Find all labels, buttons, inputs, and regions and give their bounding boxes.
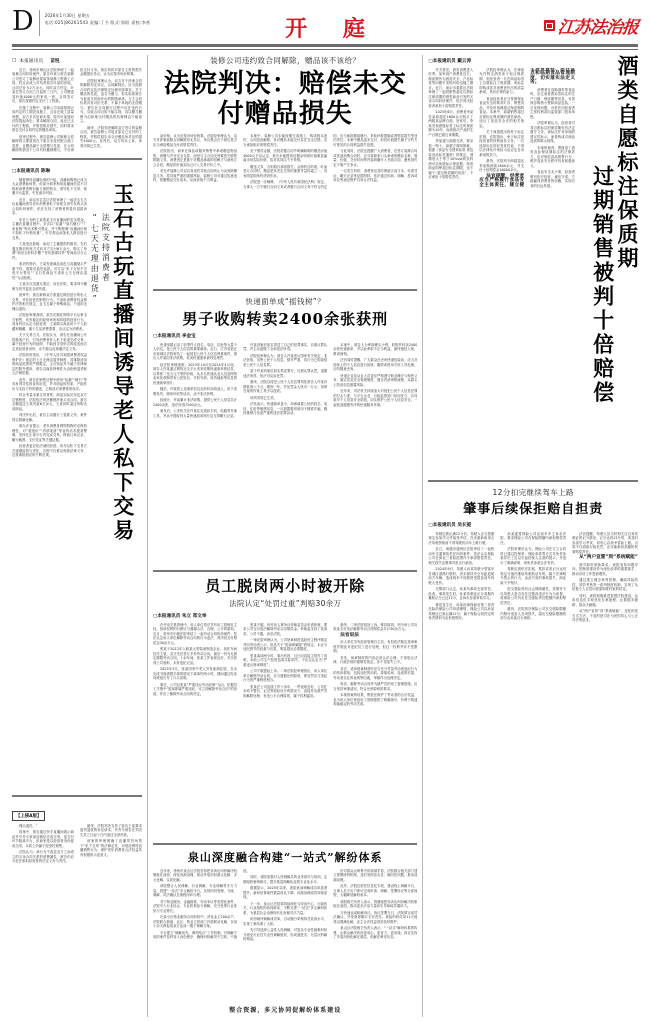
paragraph: 法院审理后认为，保险公司在订立合同时已通过投保单、保险条款等方式对免责条款作出了足以引起投保人注意的提示，并进行了明确说明，该免责条款合法有效。 [500,547,567,565]
paragraph: 一审法院审理认为，公司规章制度虽经民主程序制定并向劳动者公示，但其关于“脱岗即解除”的规定，未区分违纪情节的轻重与后果，明显超出必要限度。 [243,638,328,651]
driving-kicker: 12分扣完继续驾车上路 [492,487,574,497]
paragraph: 首先，规章制度的内容必须合法合理，不得违反法律、行政法规的强制性规定，亦不得显失公平。 [333,655,418,664]
paragraph: 法院进一步阐释，《中华人民共和国民法典》规定，当事人一方不履行合同义务或者履行合同义务不符合约定的，应当承担继续履行、采取补救措施或者赔偿损失等违约责任。本案中赠品虽未交付，但其价值损失属于守约方可预见的合同利益损失范围。 [243,133,418,189]
lead-article-left [12,55,142,153]
paragraph: 品价格，认为应按市场价核算。法院经审理认为，双方对涉案装修合同解除均无异议，争议焦点在于被告是否应当承担赠品交付或赔偿责任。 [153,133,238,147]
employee-section-head: 法官说法 [340,632,359,638]
paragraph: 纠纷始终调解成功率，自动履行率保持在较高水平，实现了案结事了人和。 [243,917,328,926]
masthead-rule-thin [12,49,638,50]
jade-continued [12,802,142,1017]
employee-headline: 员工脱岗两小时被开除 [205,576,366,595]
paragraph: 近年来，徐州市泉山区法院坚持把非诉讼纠纷解决机制挺在前面，深化诉源治理，推动矛盾纠纷源头化解、多元化解、实质化解。 [153,868,238,882]
paragraph: 年近七旬的王某系某玉石直播间的忠实观众。主播在直播过程中，多次以“捡漏”“原石赌石”“厂家直销”等话术吸引观众，并不断强调“直播间价格不如私下价格优惠”，引导观众添加私人微信进行交易。 [12,217,87,240]
paragraph: 本案的裁判，既厘清了酒类食品保质期标注的法律效力，也对规范食品销售行为、维护食品安全秩序具有积极意义。 [530,145,575,168]
section-title: 开 庭 [285,17,379,42]
masthead-brand [544,8,638,38]
paragraph: 案发后，公安机关在许某住处查扣手机、电脑等作案工具，并从中提取到大量快递面单图片及交易聊天记录。 [153,409,238,418]
paragraph: 其次，适用规章制度时应当充分考量劳动者违纪行为的具体情形，包括违纪的动机、持续时间、造成的后果、劳动者以往的表现等因素，审慎作出处理决定。 [333,666,418,680]
publication-date: 2026年1月30日 星期五 [44,13,90,18]
paragraph: 与此同时，法院也提醒广大消费者，在签订装修合同或其他消费合同时，应当将商家口头承诺的赠品名称、数量、价值、交付时间等内容明确写入书面合同，避免因约定不明产生争议。 [333,149,418,167]
paragraph: 经统计，许某累计非法收购、提供公民个人信息共计2400余张，违法所得7200余元。 [153,398,238,407]
paragraph: 庭审中，被告辩称双方系通过微信进行的私人交易，并非经营性销售行为，不适用消费者权益保护法的相关规定，且玉石属于特殊商品，不适用无理由退货。 [12,293,87,311]
paragraph: 2025年3月，张某因家中老人突发疾病住院，在未完成书面请假手续的情况下离岗约两小时，期间通过电话向班组长作了口头说明。 [153,667,238,680]
jade-continued-body [12,824,142,864]
paragraph: 法院指出，商家在商品或服务销售中承诺赠送物品的，该赠与并非完全无偿，而是与主合同交易紧密关联的附随义务。消费者正是基于对赠品承诺的信赖才与商家订立合同，赠品的价值实际已计入交易对价之中。 [153,149,238,167]
paper-name: 江苏法治报 [556,18,639,38]
quanshan-footer-highlight: 整合资源，多元协同促解纷体系建设 [229,1006,342,1014]
lead-byline [12,58,142,64]
express-byline: □本报通讯员 李金宝 [153,333,196,339]
continued-tag: 【上接A版】 [12,811,45,821]
paragraph: 许某到案后如实供述了自己的犯罪事实，自愿认罪认罚，并主动退缴了全部违法所得。 [243,342,328,351]
paragraph: 张某在公司连续工作十余年，一贯表现良好，公司在未给予警告、记过等较轻处分的情况下，直接作出最严厉的解除处理，有违公平合理原则，属于权利滥用。 [243,684,328,698]
paragraph: 承办法官提示，老年消费者网络购物时应保持理性，对“超低价”“内部渠道”等宣传话术提高警惕，坚持在正规平台内完成交易，保留订单记录、聊天截图、支付凭证等关键证据。 [12,424,87,442]
paragraph: 张某不服，向劳动人事争议仲裁委员会申请仲裁，要求公司支付违法解除劳动合同赔偿金。仲裁委支持了其请求，公司不服，诉至法院。 [243,622,328,636]
paragraph: 交警部门认定，孙某负事故全部责任。经查，事故发生时，孙某驾驶证记分周期内累积记分已达12分，且尚未参加审验学习。 [428,587,495,600]
page-letter: D [12,6,34,37]
paragraph: 最终，法院判决保险公司在交强险限额内赔付受害人各项损失，超出交强险限额的部分由孙某自行承担。 [500,607,567,620]
divider [153,570,417,572]
paragraph: 近日，南京市玄武区法院审理了一起因玉石古玩直播间诱导老年消费者私下转账交易引发的买卖合同纠纷案件，依法支持了消费者的退货退款诉求。 [12,197,87,215]
paragraph: 本案中，被告人为牟取蝇头小利，收购并转卖2400余张快递面单，并以此牟取不正当利益，最终锒铛入狱，教训深刻。 [333,342,418,356]
paragraph: 法院经审理认为，被告人许某违反国家有关规定，非法获取、出售公民个人信息，情节严重，其行为已构成侵犯公民个人信息罪。 [243,353,328,367]
liquor-text-col [428,55,578,475]
paragraph: 法院审理认为，经营者对其自愿标注的保质期负有法定遵守义务，该标注并非单纯的建议性标示，而是构成对商品品质的明示担保。 [530,121,575,143]
jade-article [12,165,142,790]
paragraph: 针对群众反映集中的高频矛盾，法院联合相关部门建立预警研判机制，及时发现苗头性、倾向性问题，推动前端治理。 [333,868,418,882]
paragraph: 理由退货。” [19,823,38,828]
jade-body [12,178,87,790]
liquor-article [428,55,638,475]
paragraph: 从“两户宣誓”到“系统赋能”，变化的是方式方法，不变的是司法为民的初心与公正司法的追求。 [572,609,638,622]
paragraph: 至于赔偿金额，法院依据合同中明确载明的赠品价值4000元予以认定，被告未能提供证据证明该价值明显偏离市场实际价格，故对其异议不予采纳。 [243,149,328,162]
paragraph: 最终，法院判决支持了原告王某要求退货退款的诉讼请求，并责令被告在判决生效之日起十日内退还全部货款。 [80,823,142,837]
paragraph: 一旦发生纠纷，消费者应及时保留合同文本、付款凭证、聊天记录等证据材料，依法通过协商、调解、投诉或诉讼等途径维护自身合法权益。 [333,169,418,182]
employee-byline: □本报通讯员 朱立 郑文举 [153,613,207,619]
paragraph: 数据显示，2025年以来，该院诉前调解成功率显著提升，新收民事案件数量同比下降，诉源治理成效持续显现。 [243,886,328,899]
paragraph: 王某受此影响，添加了主播提供的微信，先后通过微信转账方式向对方支付6万余元，购买了所谓“和田玉籽料手镯”“老坑翡翠挂件”等商品共计五件。 [12,242,87,260]
paragraph: 法官同时提醒，广大群众在丢弃快递包装前，应当对面单上的个人信息进行涂抹、撕毁或使用专用工具处理，切勿随意丢弃。 [333,358,418,371]
paragraph: 在某小区物业服务合同纠纷中，涉及业主200余户，法院联合街道、社区、物业主管部门开展联动化解，仅用十余天即促成双方达成一揽子调解方案。 [153,915,238,928]
quanshan-headline: 泉山深度融合构建“一站式”解纷体系 [187,850,383,864]
masthead-meta [45,8,151,26]
paragraph: 随后，许某将上述面单信息加价转卖给他人，用于虚假发货、刷单炒信等活动，从中非法获利。 [153,387,238,396]
paragraph: 本案的裁判结果，既依法维护了劳动者的合法权益，也为用人单位规范用工管理提供了明确指引，有利于构建和谐稳定的劳动关系。 [333,693,418,706]
paragraph: 快递企业及从业人员更应严格遵守职业操守与保密义务，落实信息安全管理制度，健全内部审核流程，从源头上防范信息泄露风险。 [333,373,418,387]
paragraph: 判决作出后，被告主动履行了退款义务，案件得以圆满化解。 [12,413,87,422]
paragraph: 法院认为，该行为不改变双方之间成立的买卖合同关系的消费属性，被告仍应当依法承担经营者的法定义务与责任。 [12,850,74,863]
paragraph: 驾驶证被记满12分后，驾驶人应当按照规定参加学习并接受考试，在未重新取得合法驾驶资格前不得驾驶机动车上路行驶。 [428,531,495,545]
driving-byline: □本报通讯员 吴长提 [428,522,472,528]
paragraph: 因案中，被告通过快手直播间展示商品并引导买家添加微信完成交易，虽支付环节脱离平台，但商家是以经营者身份促成交易，本质上仍属于经营性销售。 [12,830,74,848]
paragraph: 此外，法院还依托信息化手段，建设线上调解平台，当事人足不出户即可完成申请、调解、签署协议等全部流程，大幅降低解纷成本。 [333,884,418,897]
express-body [153,343,417,565]
paragraph: 近年来，司法机关持续加大对侵犯公民个人信息犯罪的打击力度，与平台企业、行政监管部门协同发力，共同筑牢个人信息安全防线，切实维护公民个人信息安全，一起营造健康有序的快递服务环境。 [333,389,418,407]
paragraph: 但交强险具有社会保障属性，其赔付不以驾驶人是否存在过错或违法行为为前提，故保险公司仍应在交强险责任限额内承担赔偿责任。 [500,587,567,605]
paragraph: 食品安全无小事，经营者唯有依法经营、诚信守诺，方能赢得消费者的信赖，实现自身的长远发展。 [530,170,575,188]
masthead [12,8,638,42]
divider [428,480,638,482]
paragraph: 2025年6月，消费者李某在某商超花1600余元购买了两箱某品牌白酒。回家后，李某发现酒瓶标签上标注的保质期为10年，而该批次产品的生产日期已超过该期限。 [428,110,474,137]
paragraph: 经法院审理查明，2023年10月至2024年4月间，被告人许某通过网络社交平台发布收购快递面单的信息，以每张二至五元不等的价格，从多名快递从业人员及网络卖家处收购带有公民姓名、手机号码、收货地址等信息的快递面单照片。 [153,362,238,385]
paragraph: 经营者更应依法诚信经营，切勿以私下交易方式逃避监管与责任，否则不仅难以免除法律义务，还将承担相应的不利后果。 [12,444,87,457]
jade-headline-block [90,165,142,790]
lead-byline-label: 本报通讯员 [19,58,44,64]
paragraph: 本案中，装修公司未能按期完成施工，构成根本违约，合同因此解除，其对赠品未能交付存在完全过错，应当承担相应的赔偿责任。 [243,133,328,147]
paragraph: 对于物业服务、金融借款、劳动争议等类型化案件，法院引入行业协会、专业机构参与调解，充分发挥行业优势与专业特长。 [153,899,238,913]
paragraph: 关于交易方式，法院认为，被告在直播间公开招揽客户后，引导消费者转入私下渠道完成交易，属于经营行为的延伸，不能因交易形式的改变而否定其经营者身份，亦不能以此规避法定义务。 [12,333,87,351]
paragraph: 综合考量本案交易背景、商品实际状况及双方过错程度，法院依法判决撤销涉案买卖合同，被告全额退还王某货款6万余元，王某同时退还所购全部商品。 [12,393,87,411]
employee-subhead: 法院认定“处罚过重”判赔30余万 [229,598,342,608]
center-column [153,55,417,1017]
paragraph: 该案的审理明确了直播带货场景下“私下交易”的法律定性，对规范网络直播销售行为、保护老年消费者合法权益具有积极的示范意义。 [80,839,142,857]
paragraph: 若允许装修公司以自身违约导致合同终止为由免除赠送义务，将导致严重的道德风险，装修公司可通过故意违约，规避赠品交付成本，从而获取不当利益。 [153,169,238,182]
paragraph: 该院整合人民调解、行业调解、专业调解等多方力量，搭建“一站式”多元解纷平台，实现纠纷受理、分流、调解、司法确认全流程闭环办理。 [153,884,238,897]
divider [153,843,417,845]
paragraph: 近日，南通市通州区法院审结了一起机动车交通事故责任纠纷案件，依法认定保险公司在商业三者险范围内不承担赔偿责任，相关损失由肇事司机自行承担。 [428,547,495,565]
divider [12,795,142,797]
liquor-section-head: 法官提醒，经营者应当严格履行食品安全主体责任，建立健全进货查验、库存盘点和临期食品管理制度，切实落实法定义务。 [479,67,575,188]
paragraph: 食品经营者应当按照保证食品安全的要求贮存、销售食品，并及时清理超过保质期的食品。本案中，商超销售超过自愿标注保质期的酒类商品，违反了食品安全法的相关规定。 [479,96,525,128]
paragraph: 快递单据记录了收寄件人姓名、电话、住址等大量个人信息，是公民个人信息的重要载体。近日，江苏省宿迁市宿城区法院审结了一起侵犯公民个人信息刑事案件，被告人许某因非法收购、转卖快递面单被判处刑罚。 [153,342,238,360]
liquor-headline-block [578,55,638,475]
lead-kicker: 装修公司违约致合同解除，赠品该不该给？ [210,55,361,65]
paragraph: 面对新形势新要求，该院坚持问题导向，把制度建设作为深化改革的重要抓手，推动各项工作提质增效。 [572,562,638,576]
paragraph: 关于商超提出的免于标注抗辩，法院指出，免于标注是经营者的权利而非义务，一旦选择标注即应受其约束，不得以法律允许免标为由否定自身承诺的效力。 [479,130,525,157]
paragraph: 此外，被告在销售过程中使用“捡漏”“赌石”等具有诱导性的宣传用语，并对商品的材质、产地作出与实际不符的描述，已构成对消费者的误导。 [12,377,87,391]
masthead-left [12,8,150,36]
paragraph: 在施工过程中，装修公司未能按照合同约定的工期完成施工，且存在施工质量问题，双方多次协商未果。原告叶某遂向法院提起诉讼，要求解除合同，返还已支付的工程款，并赔偿相应损失，同时要求被告交付合同约定的赠品家电。 [12,105,74,132]
paragraph: 近日，徐州市铜山区法院审理了一起装修合同纠纷案件，原告叶某与被告装修公司签订了装修房屋装饰装修工程施工合同，约定由该公司负责原告叶某的房屋，合同总价为2万余元。同时双方约定，叶某在签订合同之日起的三日内，公司赠送其价值4000元的家电一套。合同签订后，原告按照约定支付了工程款。 [12,67,74,103]
paragraph: 该院相关负责人表示，将继续把非诉讼纠纷解决机制挺在前面，推动更多法治力量向引导和疏导端用力。 [333,899,418,908]
lead-headline-block [153,55,417,129]
newspaper-logo-icon [544,20,555,31]
lead-byline-name: 苗悦 [50,58,60,64]
editorial-contact: 电话:025|86261543 责编:丁予 版式:郭阳 责校:李香 [44,19,151,25]
lead-byline-mark: □ [12,58,17,63]
paragraph: 先引导选择公益性人民调解，对复杂专业性疑难纠纷分流至行业性专业性调解组织，形成递进式、分层次的解纷格局。 [243,928,328,941]
paragraph: 再次，解除劳动合同作为最严厉的用工管理措施，应当坚持审慎适用，符合比例原则的要求。 [333,682,418,691]
paragraph: 事故发生后，孙某向承保商业第三者责任险的保险公司申请理赔，保险公司以孙某驾驶证已被记满12分、属于保险合同约定的免责情形为由拒绝赔付。 [428,602,495,620]
express-article [153,296,417,565]
paragraph: 2024年9月，驾驶人孙某驾驶小型客车在城区道路行驶时，因未保持安全车距追尾前方车辆，造成两车不同程度受损及前车驾驶人受伤。 [428,567,495,585]
driving-article [428,487,638,1017]
jade-subhead-2: “七天无理由退货” [90,212,100,305]
paragraph: 下一步，泉山区法院将持续深化与综治中心、行政机关、行业组织的协同联动，不断完善“一站式”多元解纷体系，为基层社会治理现代化贡献司法力量。 [243,901,328,915]
paragraph: 法院同时指出，《中华人民共和国消费者权益保护法》规定的七日无理由退货制度，其排除适用的商品范围有严格限定，玉石饰品并不属于法律规定的除外情形，被告以商品特殊性为由拒绝退货缺乏法律依据。 [12,353,87,375]
paragraph: 泉山区法院相关负责人表示，“一站式”解纷体系的构建，让群众解决纠纷更省心、更省力、更省钱，真正实现了矛盾纠纷化解在基层、化解在萌芽状态。 [333,926,418,939]
paragraph: 张某离岗两小时，事出有因，且已向直接主管作了说明，未给公司生产经营造成实际损失，不足以认定为“严重违反规章制度”。 [243,653,328,667]
left-column [12,55,142,1017]
paragraph: 鉴于许某到案后如实供述罪行，自愿认罪认罚，退缴违法所得，依法可从轻处罚。 [243,369,328,378]
paragraph: 最终，法院判决解除双方签订的装修合同，被告装修公司返还原告已支付的工程款，并赔偿原告未交付赠品所对应的损失4000元。宣判后，双方均未上诉，该判决现已生效。 [80,125,142,148]
jade-byline: □本报通讯员 陈琳 [12,168,51,174]
employee-body [153,623,417,838]
paragraph: 法院经审理认为，双方对于涉案合同的解除均无异议，合同解除后，应当按照合同约定及法律规定处理后续事宜。关于赠品的性质，虽名为赠与，但实际系被告为促成交易而作出的附随承诺，与主合同价款具有对价关系，不属于单纯的无偿赠与。被告在合同履行过程中存在违约行为，导致合同目的不能实现，其以赠与撤销为由拒绝交付赠品的抗辩理由不能成立。 [80,78,142,123]
express-kicker: 快递面单成“摇钱树”？ [245,296,326,306]
masthead-rule-thick [12,44,638,47]
paragraph: 该判决现已生效。 [250,395,277,400]
paragraph: 最终，二审法院驳回上诉，维持原判，判令该公司向张某支付违法解除劳动合同赔偿金共计30余万元。 [333,622,418,631]
paragraph: 消费者在选购酒类等食品时，应注意查看标签标注的生产日期、保质期等信息，妥善保存购物小票和商品包装，一旦发现问题，可依法向经营者主张权利或向监管部门投诉举报。 [530,87,575,119]
jade-subhead-1: 法院支持消费者 [101,212,111,283]
liquor-headline-1: 酒类自愿标注保质期 [615,54,640,271]
paragraph: 孙某遂将保险公司及前车车主诉至法院，要求保险公司在保险限额内承担赔偿责任。 [500,531,567,545]
masthead-divider [39,10,40,36]
lead-headline: 法院判决：赔偿未交付赠品损失 [163,68,407,129]
paragraph: 驾驶证被依法扣留、暂扣或者记分达到规定分值仍继续驾驶机动车的，属于法律明令禁止的行为，由此引发的事故损失，商业险不予赔付。 [500,567,567,585]
paragraph: 事后，公司以张某“严重违反劳动纪律”为由，依据员工手册中“脱岗即属严重违纪，可立即解除劳动合同”的条款，作出了解除劳动合同的决定。 [153,682,238,696]
liquor-headline-2: 过期销售被判十倍赔偿 [590,164,616,405]
divider [153,289,417,291]
lead-body-left [12,68,142,153]
employee-article [153,577,417,838]
paragraph: 同时，该院积极推进智慧法院建设，运用信息化手段优化办案流程，让数据多跑路、群众少跑腿。 [572,593,638,607]
page-body [12,55,638,1017]
paragraph: 年关将至，酒类消费进入旺季。某家庭户消费者近日，保质期外为酒品安全、产品标签等问题引发的纠纷也随之增多。近日，南京市秦淮区法院审理了一起因销售超过自愿标注保质期的酒类商品引发的买卖合同纠纷案件，依法判决经营者承担十倍赔偿责任。 [428,67,474,108]
lead-body-center [153,134,417,284]
column-separator [422,55,423,1017]
paragraph: 通过建立健全审判管理、廉政风险防控、绩效考核等一系列制度机制，实现了从依靠个人自觉向依靠制度约束的转变。 [572,578,638,591]
paragraph: 法官提醒，驾驶人应当时刻关注自身驾驶证的记分情况，记分达到12分的，须及时参加学习考试，切勿心存侥幸冒险上路，否则不仅面临行政处罚，还可能承担高额的民事赔偿责任。 [572,531,638,554]
paragraph: 方快速达成和解协议。协议签署当日，法院即完成司法确认，开发商即履行支付责任。该起纠纷仅用11天便得以圆满化解，业主合法权益得到及时维护。 [333,910,418,924]
paragraph: 随着网络直播电商的兴起，直播间购物已成为大众消费新场景，但部分商家利用直播间信息不对称和消费者辨识能力弱的特点，诱导私下交易，规避平台监管，引发诸多纠纷。 [12,177,87,195]
paragraph: 用人单位享有经营管理自主权，有权依法制定规章制度并据此对违纪员工进行处理，但这一权利并非不受限制。 [333,640,418,653]
jade-headline: 玉石古玩直播间诱导老人私下交易 [110,182,136,543]
liquor-byline: □本报通讯员 戴云涛 [428,58,472,64]
paragraph: 平台建立“调解优先、调判结合”工作机制，对调解不成的案件及时转入诉讼程序，确保纠纷解决不空转、不拖延。 [153,868,250,939]
driving-footer-tag: 从“两户宣誓”到“系统赋能” [579,555,638,560]
paragraph: 法官表示，快递面单虽小，却承载着公民的姓名、电话、住址等敏感信息，一旦泄露极易被用于精准诈骗、骚扰推销乃至更严重的违法犯罪活动。 [243,402,328,415]
paragraph: 收到货物后，王某发现商品成色与直播展示严重不符，遂要求退货退款。对方以“私下交易不享受平台售后”“玉石类商品不适用七天无理由退货”为由拒绝。 [12,262,87,280]
divider [12,158,142,160]
paragraph: 最终，法院判令商超退还李某购酒款1600余元，并支付十倍赔偿金16000余元。 [479,159,525,172]
right-column [428,55,638,1017]
column-separator [147,55,148,1017]
paragraph: 法院经审理查明，被告长期在网络平台从事玉石销售，具有稳定的经营场所和持续的经营行为，其身份应认定为经营者；王某购买商品用于个人收藏和佩戴，属于生活消费需要，应认定为消费者。 [12,313,87,331]
liquor-body [428,68,575,475]
paragraph: 公司不服提起上诉。二审法院经审理指出，用人单位单方解除劳动合同，应当遵循比例原则，即处罚应与违纪行为的严重程度相当。 [243,669,328,682]
paragraph: 赠送义务，否则原告承担损失。从缔约目的看，叶某签订合同时，赠品是其决定交易的重要考量因素之一，具有明显的缔约诱因作用。 [243,164,328,178]
quanshan-body [153,869,417,1002]
express-headline: 男子收购转卖2400余张获刑 [182,309,389,328]
paragraph: 庭审过程中，被告装修公司辩称合同解除的主要原因在于原告未及时配合施工进度，且赠品属于无偿赠与性质，在合同解除的情况下公司有权撤销赠与，不应承担交付义务。被告同时对原告主张的损失金额提出异议，认为应按市场价核算。 [12,67,142,152]
quanshan-article [153,850,417,1017]
paragraph: 最终，法院以侵犯公民个人信息罪判处被告人许某有期徒刑八个月，缓刑一年，并处罚金人民币一万元；扣押在案的作案工具予以没收。 [243,380,328,393]
paragraph: 王某多次沟通无果后，诉至法院，要求判令撤销交易并退还全部货款。 [12,282,87,291]
driving-headline: 肇事后续保拒赔自担责 [463,501,604,517]
paragraph: 张某于2012年入职某大型装备制造企业，担任车间技术主管，双方先后签订多份劳动合同，最后一份为无固定期限劳动合同。十余年间，张某工作表现良好，多次获得公司表彰，未有违纪记录。 [153,647,238,665]
paragraph: 在劳动关系管理中，用人单位依法享有用工管理自主权，但该权利的行使应当遵循合法、合理、公平的原则。近日，常州市中级法院审结了一起劳动合同纠纷案件，依法认定用人单位解除劳动合同的行为违法，判决其支付赔偿金30余万元。 [153,622,238,645]
driving-body [428,532,638,1017]
paragraph: 李某遂与商超交涉，要求退一赔十。商超方面则辩称，根据《食品安全国家标准 预包装食品标签通则》的规定，酒精度大于等于10%vol的饮料酒可以免除标示保质期，故该商品即使超过标注期限，也不属于“超过保质期的食品”，不应承担十倍赔偿责任。 [428,139,474,179]
jade-text-col [12,165,90,790]
paragraph: 法院经审理认为，法律虽允许特定酒类免于标注保质期，但经营者一旦在商品标签上自愿标注了保质期，该标注即构成其对消费者作出的质量承诺，具有法律约束力。 [479,67,525,94]
paragraph: 同时，该院加强对人民调解员的业务指导与培训，定期组织案例研讨，提升基层调解队伍的专业化水平。 [243,875,328,884]
